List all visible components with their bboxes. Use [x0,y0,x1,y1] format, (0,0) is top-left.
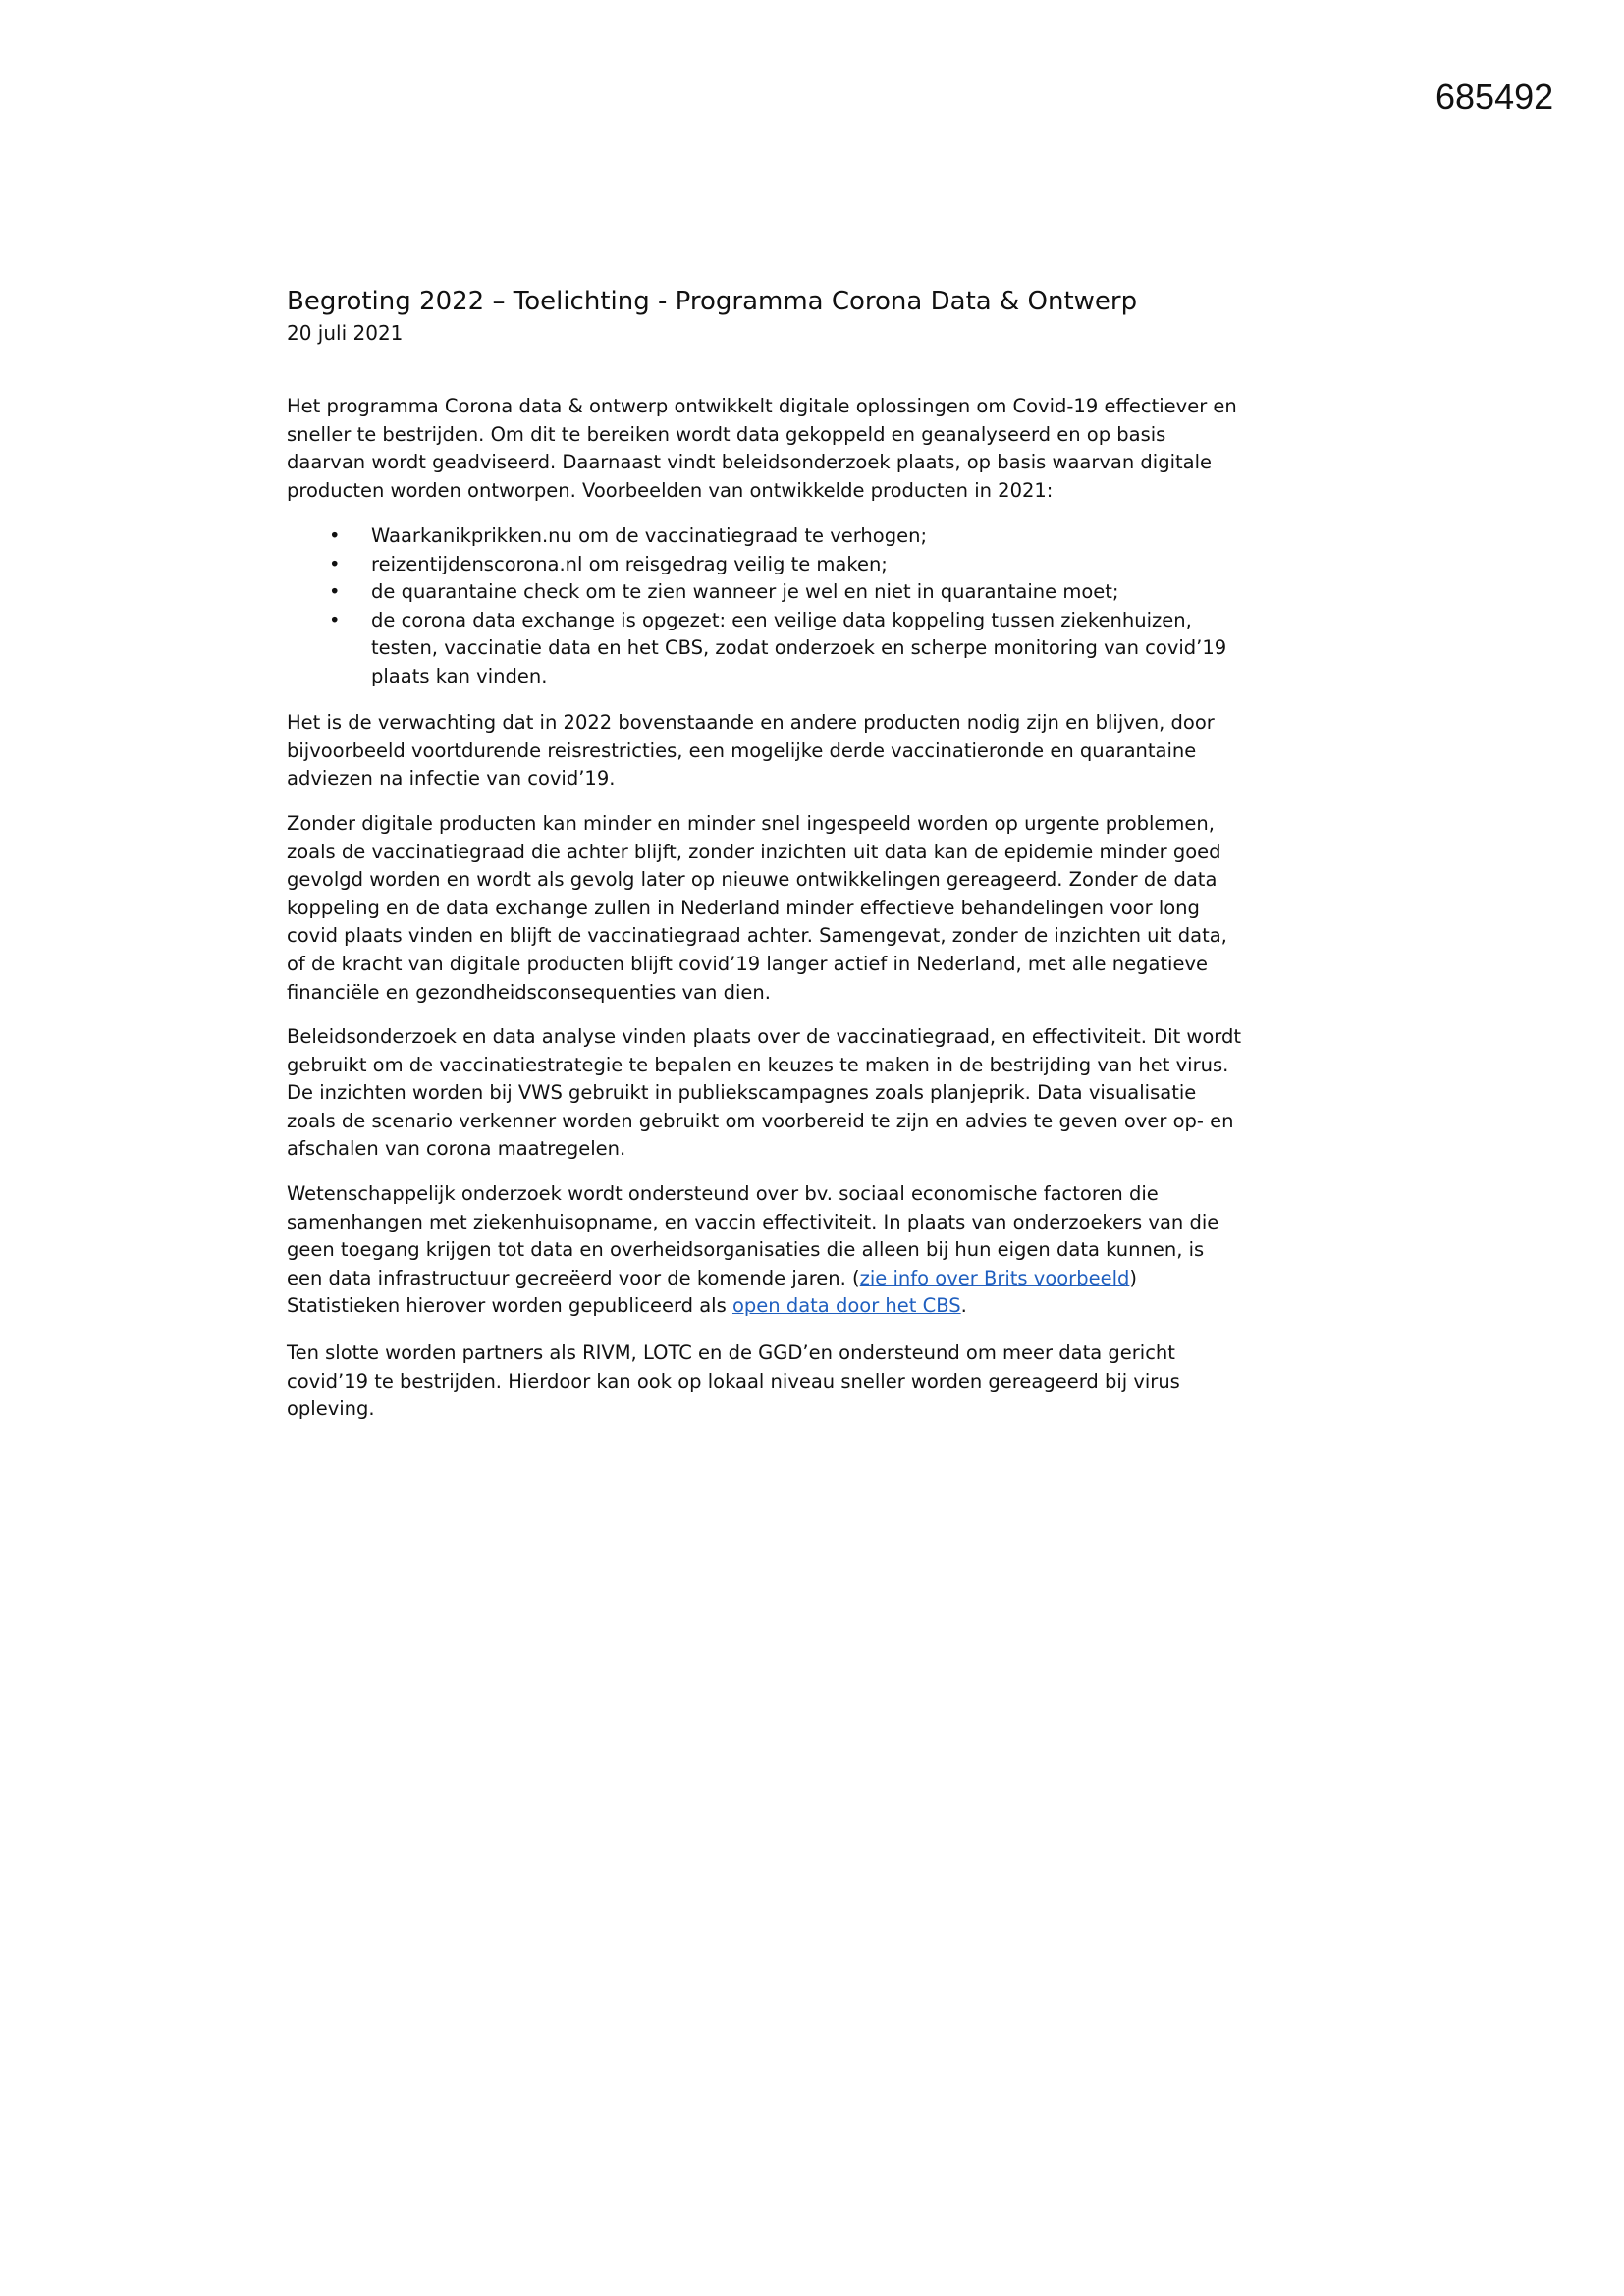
text-line: daarvan wordt geadviseerd. Daarnaast vindt beleidsonderzoek plaats, op basis waarvan digitale [287,451,1213,474]
list-item [287,578,1226,607]
brits-voorbeeld-link[interactable]: zie info over Brits voorbeeld [859,1266,1130,1289]
bullet-icon: • [329,552,341,575]
paragraph-policy-research [287,1023,1241,1164]
text-line: zoals de scenario verkenner worden gebruikt om voorbereid te zijn en advies te geven over op- en [287,1109,1234,1132]
text-line: koppeling en de data exchange zullen in Nederland minder effectieve behandelingen voor long [287,896,1200,919]
paragraph-intro [287,393,1237,505]
text-line: zoals de vaccinatiegraad die achter blijft, zonder inzichten uit data kan de epidemie minder goed [287,840,1221,863]
text-line: samenhangen met ziekenhuisopname, en vaccin effectiviteit. In plaats van onderzoekers van die [287,1210,1219,1233]
text-line: Ten slotte worden partners als RIVM, LOTC en de GGD’en ondersteund om meer data gericht [287,1341,1175,1364]
text-line: testen, vaccinatie data en het CBS, zodat onderzoek en scherpe monitoring van covid’19 [371,636,1227,660]
text-line: reizentijdenscorona.nl om reisgedrag veilig te maken; [371,552,888,575]
paragraph-scientific-research [287,1180,1218,1321]
text-line [287,1265,1218,1293]
text-line: covid’19 te bestrijden. Hierdoor kan ook op lokaal niveau sneller worden gereageerd bij virus [287,1369,1180,1393]
text-segment: ) [1129,1266,1137,1289]
text-line: adviezen na infectie van covid’19. [287,767,616,791]
text-segment: . [960,1294,967,1318]
text-line: afschalen van corona maatregelen. [287,1137,626,1161]
text-segment: een data infrastructuur gecreëerd voor de komende jaren. ( [287,1266,860,1289]
cbs-open-data-link[interactable]: open data door het CBS [731,1294,961,1318]
product-list [287,522,1226,691]
text-line: Waarkanikprikken.nu om de vaccinatiegraad te verhogen; [371,524,928,547]
text-line [287,1292,1218,1321]
list-item [287,522,1226,551]
bullet-icon: • [329,524,341,547]
text-line: Het is de verwachting dat in 2022 bovenstaande en andere producten nodig zijn en blijven, door [287,711,1215,734]
text-line: plaats kan vinden. [371,664,548,687]
document-number: 685492 [1435,77,1554,117]
paragraph-expectation [287,709,1215,793]
text-line: Zonder digitale producten kan minder en minder snel ingespeeld worden op urgente problemen, [287,812,1215,835]
text-line: covid plaats vinden en blijft de vaccinatiegraad achter. Samengevat, zonder de inzichten uit data, [287,924,1227,948]
text-line: Het programma Corona data & ontwerp ontwikkelt digitale oplossingen om Covid-19 effectiever en [287,395,1237,417]
text-line: Wetenschappelijk onderzoek wordt ondersteund over bv. sociaal economische factoren die [287,1182,1159,1205]
text-line: of de kracht van digitale producten blijft covid’19 langer actief in Nederland, met alle negatieve [287,952,1209,975]
list-item [287,607,1226,691]
document-date: 20 juli 2021 [287,321,404,345]
text-line: financiële en gezondheidsconsequenties van dien. [287,980,771,1004]
text-line: sneller te bestrijden. Om dit te bereiken wordt data gekoppeld en geanalyseerd en op basis [287,422,1166,446]
text-line: de quarantaine check om te zien wanneer je wel en niet in quarantaine moet; [371,580,1119,604]
text-line: opleving. [287,1397,375,1421]
text-segment: Statistieken hierover worden gepubliceerd als [287,1294,732,1318]
text-line: De inzichten worden bij VWS gebruikt in publiekscampagnes zoals planjeprik. Data visualisatie [287,1081,1197,1105]
text-line: producten worden ontworpen. Voorbeelden van ontwikkelde producten in 2021: [287,478,1054,502]
text-line: gevolgd worden en wordt als gevolg later op nieuwe ontwikkelingen gereageerd. Zonder de data [287,868,1218,892]
bullet-icon: • [329,580,341,604]
text-line: Beleidsonderzoek en data analyse vinden plaats over de vaccinatiegraad, en effectiviteit. Dit wordt [287,1025,1242,1048]
bullet-icon: • [329,608,341,631]
document-title: Begroting 2022 – Toelichting - Programma Corona Data & Ontwerp [287,287,1138,316]
paragraph-partners [287,1339,1180,1424]
text-line: gebruikt om de vaccinatiestrategie te bepalen en keuzes te maken in de bestrijding van het virus. [287,1053,1229,1076]
paragraph-without-digital [287,810,1227,1007]
list-item [287,551,1226,579]
text-line: de corona data exchange is opgezet: een veilige data koppeling tussen ziekenhuizen, [371,608,1192,631]
text-line: geen toegang krijgen tot data en overheidsorganisaties die alleen bij hun eigen data kunnen, is [287,1238,1205,1262]
text-line: bijvoorbeeld voortdurende reisrestricties, een mogelijke derde vaccinatieronde en quarantaine [287,738,1197,762]
